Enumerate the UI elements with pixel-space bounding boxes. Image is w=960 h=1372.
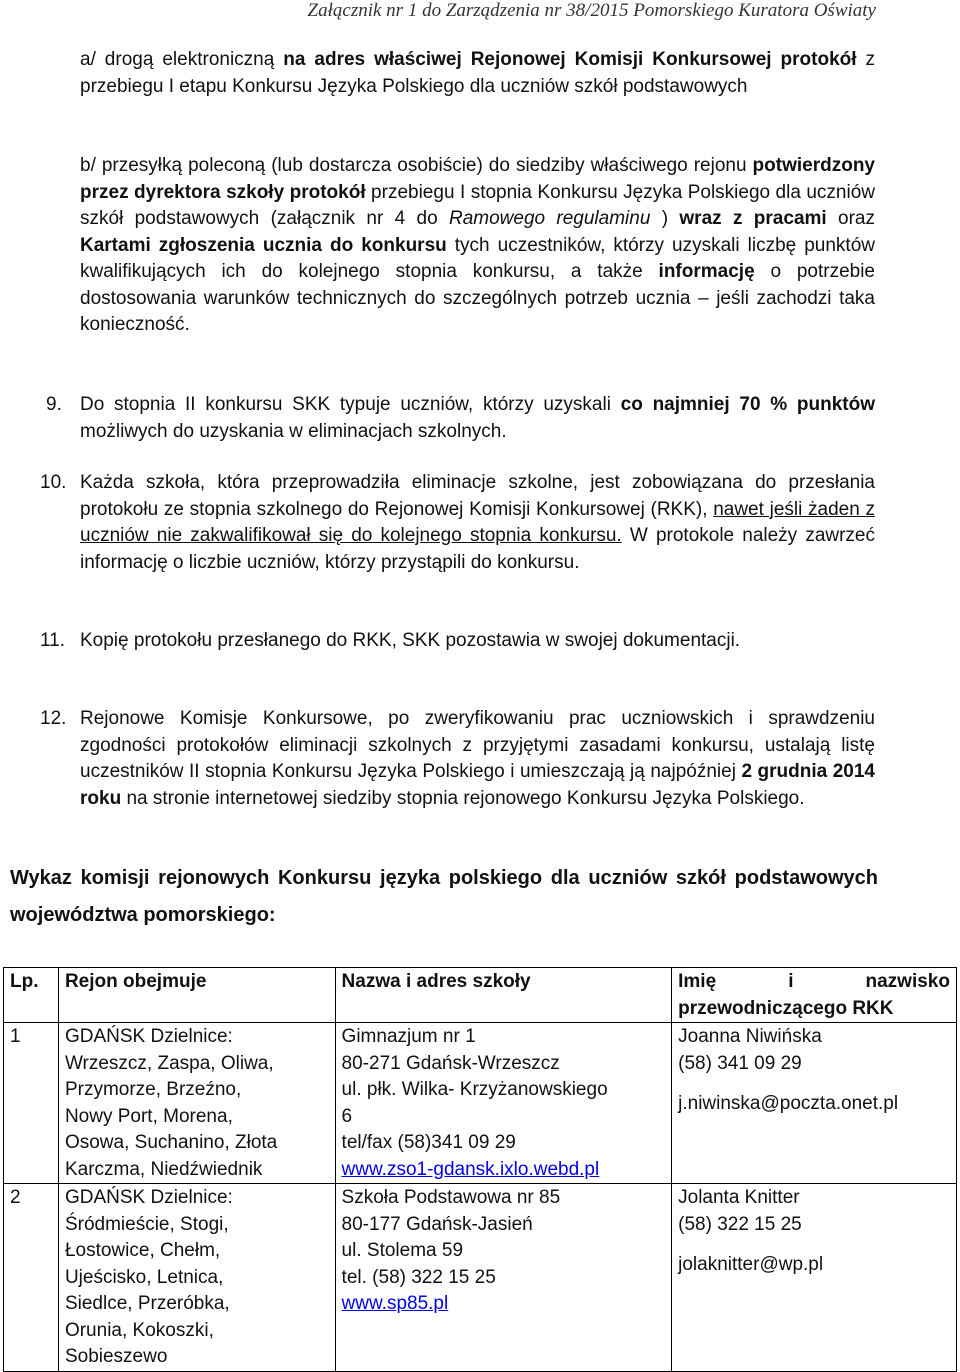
bold-text: Kartami zgłoszenia ucznia do konkursu [80,234,447,256]
header-lp: Lp. [4,968,59,1023]
bold-text: co najmniej 70 % punktów [620,394,875,415]
text: ul. płk. Wilka- Krzyżanowskiego [341,1079,608,1100]
item-11 [80,628,875,655]
chair-email: jolaknitter@wp.pl [678,1254,824,1275]
bold-text: informację [658,261,755,282]
text: tel. (58) 322 15 25 [341,1266,496,1288]
text: Karczma, Niedźwiednik [64,1158,263,1180]
school-website-link[interactable]: www.sp85.pl [341,1293,449,1314]
text: b/ przesyłką poleconą (lub dostarcza osobiście) do siedziby właściwego rejonu [80,155,753,176]
text: Imię [678,971,717,992]
cell-lp: 2 [4,1184,59,1372]
text: 80-177 Gdańsk-Jasień [341,1213,533,1235]
header-szkola: Nazwa i adres szkoły [335,968,672,1023]
text: 6 [341,1105,353,1127]
text: tych uczestników, którzy uzyskali liczbę punktów kwalifikujących ich do kolejnego stopnia konkursu, a także [80,234,875,282]
paragraph-a [80,47,875,100]
text: ul. Stolema 59 [341,1240,464,1261]
cell-lp: 1 [4,1023,59,1184]
text: Każda szkoła, która przeprowadziła eliminacje szkolne, jest zobowiązana do przesłania protokołu ze stopnia szkolnego do Rejonowej Komisji Konkursowej (RKK), [80,472,875,520]
text: Kopię protokołu przesłanego do RKK, SKK pozostawia w swojej dokumentacji. [80,630,741,651]
text: Wrzeszcz, Zaspa, Oliwa, [64,1052,274,1074]
cell-szkola [335,1023,672,1184]
item-number-11: 11. [40,630,66,651]
item-9 [80,392,875,445]
text: Siedlce, Przeróbka, [64,1293,230,1314]
cell-rejon [58,1184,335,1372]
cell-rejon [58,1023,335,1184]
text: GDAŃSK Dzielnice: [64,1187,233,1208]
text: o potrzebie dostosowania warunków technicznych do szczególnych potrzeb ucznia – jeśli zachodzi taka konieczność. [80,261,875,335]
header-name-line [678,969,950,996]
text: Nowy Port, Morena, [64,1105,233,1127]
table-row [4,1184,957,1372]
bold-text: 2 grudnia 2014 roku [80,761,875,809]
chair-phone: (58) 322 15 25 [678,1213,802,1235]
header-przewodniczacy [672,968,957,1023]
school-website-link[interactable]: www.zso1-gdansk.ixlo.webd.pl [341,1158,600,1180]
paragraph-b [80,153,875,339]
text: Do stopnia II konkursu SKK typuje uczniów, którzy uzyskali [80,394,621,415]
text: oraz [826,208,875,229]
text: Rejonowe Komisje Konkursowe, po zweryfikowaniu prac uczniowskich i sprawdzeniu zgodności protokołów eliminacji szkolnych z przyjętymi zasadami konkursu, ustalają listę uczestników II stopnia Konkursu Języka Polskiego i umieszczają ją najpóźniej [80,708,875,782]
text: z przebiegu I etapu Konkursu Języka Polskiego dla uczniów szkół podstawowych [80,49,875,97]
item-number-12: 12. [40,708,67,729]
table-header-row [4,968,957,1023]
text: W protokole należy zawrzeć informację o liczbie uczniów, którzy przystąpili do konkursu. [80,525,875,573]
bold-text: wraz z pracami [679,208,827,229]
item-12 [80,706,875,812]
chair-email: j.niwinska@poczta.onet.pl [678,1093,899,1114]
item-number-9: 9. [46,394,62,415]
text: na stronie internetowej siedziby stopnia rejonowego Konkursu Języka Polskiego. [121,787,805,809]
text: przewodniczącego RKK [678,997,894,1019]
cell-przewodniczacy [672,1184,957,1372]
text: nazwisko [865,971,950,992]
text: Śródmieście, Stogi, [64,1213,229,1235]
underlined-text: nawet jeśli żaden z uczniów nie zakwalifikował się do kolejnego stopnia konkursu. [80,498,875,546]
cell-przewodniczacy [672,1023,957,1184]
chair-name: Joanna Niwińska [678,1026,822,1047]
item-10 [80,470,875,576]
text: tel/fax (58)341 09 29 [341,1132,516,1153]
header-rejon: Rejon obejmuje [58,968,335,1023]
text: ) [650,208,680,229]
item-number-10: 10. [40,472,67,493]
commission-table [3,967,957,1372]
bold-text: potwierdzony przez dyrektora szkoły protokół [80,155,875,203]
text: Osowa, Suchanino, Złota [64,1132,278,1153]
text: Sobieszewo [64,1346,168,1367]
bold-text: na adres właściwej Rejonowej Komisji Konkursowej protokół [283,49,857,70]
text: Przymorze, Brzeźno, [64,1079,242,1100]
text: a/ drogą elektroniczną [80,49,284,70]
section-heading: Wykaz komisji rejonowych Konkursu języka polskiego dla uczniów szkół podstawowych województwa pomorskiego: [10,867,878,926]
cell-szkola [335,1184,672,1372]
table-row [4,1023,957,1184]
text: Ujeścisko, Letnica, [64,1266,224,1288]
text: Łostowice, Chełm, [64,1240,221,1261]
text: Gimnazjum nr 1 [341,1026,476,1047]
text: i [788,971,794,992]
chair-phone: (58) 341 09 29 [678,1052,802,1074]
chair-name: Jolanta Knitter [678,1187,800,1208]
italic-text: Ramowego regulaminu [448,208,651,229]
text: Szkoła Podstawowa nr 85 [341,1187,561,1208]
text: 80-271 Gdańsk-Wrzeszcz [341,1052,560,1074]
text: przebiegu I stopnia Konkursu Języka Polskiego dla uczniów szkół podstawowych (załącznik nr 4 do [80,181,876,229]
text: Orunia, Kokoszki, [64,1319,214,1341]
text: GDAŃSK Dzielnice: [64,1026,233,1047]
document-header: Załącznik nr 1 do Zarządzenia nr 38/2015 Pomorskiego Kuratora Oświaty [307,0,876,21]
text: możliwych do uzyskania w eliminacjach szkolnych. [80,420,507,442]
